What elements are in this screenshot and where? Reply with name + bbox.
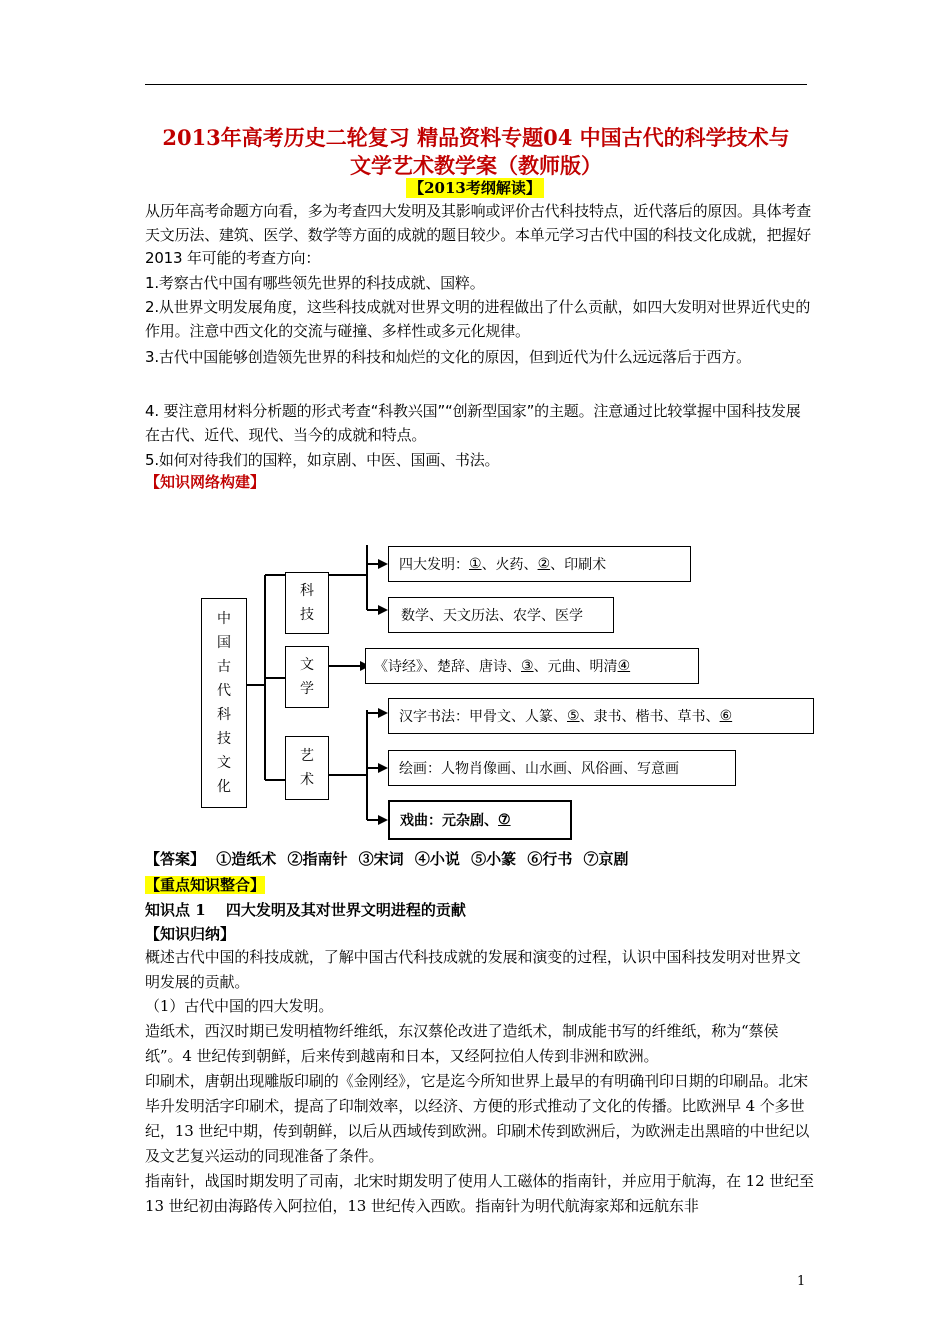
- paragraph-point-4: 4. 要注意用材料分析题的形式考查“科教兴国”“创新型国家”的主题。注意通过比较掌握中国科技发展在古代、近代、现代、当今的成就和特点。: [145, 402, 801, 444]
- root-char: 代: [217, 683, 231, 699]
- paragraph-point-5: 5.如何对待我们的国粹，如京剧、中医、国画、书法。: [145, 451, 500, 469]
- paragraph-point-3: 3.古代中国能够创造领先世界的科技和灿烂的文化的原因，但到近代为什么远远落后于西方。: [145, 348, 751, 366]
- branch-char: 术: [300, 772, 314, 788]
- leaf-text: 戏曲：元杂剧、: [400, 813, 498, 829]
- answer-line: 【答案】 ①造纸术 ②指南针 ③宋词 ④小说 ⑤小篆 ⑥行书 ⑦京剧: [145, 850, 629, 868]
- leaf-painting: [388, 750, 736, 786]
- blank-2: ②: [537, 556, 551, 572]
- leaf-text: 、火药、: [481, 557, 538, 573]
- paragraph-intro: 从历年高考命题方向看，多为考查四大发明及其影响或评价古代科技特点，近代落后的原因。具体考查天文历法、建筑、医学、数学等方面的成就的题目较少。本单元学习古代中国的科技文化成就，把握好 2013 年可能的考查方向：: [145, 202, 812, 268]
- leaf-text: 《诗经》、楚辞、唐诗、: [374, 659, 521, 675]
- leaf-opera: [388, 800, 572, 840]
- knowledge-point-1-title: 知识点 1 四大发明及其对世界文明进程的贡献: [145, 901, 466, 919]
- header-rule: [145, 84, 807, 85]
- leaf-literature: [365, 648, 699, 684]
- root-char: 技: [217, 731, 231, 747]
- blank-7: ⑦: [498, 812, 511, 828]
- leaf-four-inventions: [388, 546, 691, 582]
- leaf-calligraphy: [388, 698, 814, 734]
- paragraph-printing: 印刷术，唐朝出现雕版印刷的《金刚经》，它是迄今所知世界上最早的有明确刊印日期的印刷品。北宋毕升发明活字印刷术，提高了印制效率，以经济、方便的形式推动了文化的传播。比欧洲早 4 个多世纪，13 世纪中期，传到朝鲜，以后从西域传到欧洲。印刷术传到欧洲后，为欧洲走出黑暗的中世纪以及文艺复兴运动的同现准备了条件。: [145, 1072, 810, 1165]
- paragraph-compass: 指南针，战国时期发明了司南，北宋时期发明了使用人工磁体的指南针，并应用于航海，在 12 世纪至 13 世纪初由海路传入阿拉伯，13 世纪传入西欧。指南针为明代航海家郑和远航东非: [145, 1172, 814, 1215]
- root-node: [201, 598, 247, 808]
- leaf-sciences: [388, 597, 614, 633]
- paragraph-kp1-overview: 概述古代中国的科技成就，了解中国古代科技成就的发展和演变的过程，认识中国科技发明对世界文明发展的贡献。: [145, 948, 801, 991]
- root-char: 古: [217, 659, 231, 675]
- root-char: 国: [217, 635, 231, 651]
- leaf-text: 、元曲、明清: [533, 659, 618, 675]
- blank-5: ⑤: [567, 708, 580, 724]
- blank-4: ④: [617, 658, 631, 674]
- knowledge-network-diagram: [195, 530, 733, 840]
- branch-node-art: [285, 736, 329, 800]
- paragraph-kp1-heading: （1）古代中国的四大发明。: [145, 997, 334, 1015]
- leaf-text: 数学、天文历法、农学、医学: [401, 608, 583, 624]
- section-header-network: 【知识网络构建】: [145, 473, 266, 491]
- section-header-key-knowledge-label: 【重点知识整合】: [145, 876, 266, 894]
- root-char: 文: [217, 755, 231, 771]
- leaf-text: 绘画：人物肖像画、山水画、风俗画、写意画: [399, 761, 679, 777]
- leaf-text: 四大发明：: [399, 557, 469, 573]
- root-char: 中: [217, 611, 231, 627]
- knowledge-summary-header: 【知识归纳】: [145, 925, 236, 943]
- page-number: 1: [797, 1274, 806, 1289]
- paragraph-point-1: 1.考察古代中国有哪些领先世界的科技成就、国粹。: [145, 274, 485, 292]
- branch-node-literature: [285, 646, 329, 708]
- leaf-text: 汉字书法：甲骨文、人篆、: [399, 709, 567, 725]
- section-header-outline: [375, 178, 575, 198]
- leaf-text: 、隶书、楷书、草书、: [579, 709, 720, 725]
- branch-node-science: [285, 572, 329, 634]
- section-header-key-knowledge: [145, 875, 265, 895]
- paragraph-papermaking: 造纸术，西汉时期已发明植物纤维纸，东汉蔡伦改进了造纸术，制成能书写的纤维纸，称为“蔡侯纸”。4 世纪传到朝鲜，后来传到越南和日本，又经阿拉伯人传到非洲和欧洲。: [145, 1022, 779, 1065]
- branch-char: 文: [300, 657, 314, 673]
- page-title-line2: 文学艺术教学案（教师版）: [350, 153, 602, 178]
- root-char: 化: [217, 779, 231, 795]
- branch-char: 科: [300, 583, 314, 599]
- root-char: 科: [217, 707, 231, 723]
- blank-3: ③: [521, 658, 534, 674]
- section-header-outline-label: 【2013考纲解读】: [406, 178, 544, 198]
- branch-char: 技: [300, 607, 314, 623]
- branch-char: 艺: [300, 748, 314, 764]
- page-title-line1: 2013年高考历史二轮复习 精品资料专题04 中国古代的科学技术与: [162, 125, 790, 150]
- leaf-text: 、印刷术: [550, 557, 607, 573]
- blank-1: ①: [469, 556, 482, 572]
- paragraph-point-2: 2.从世界文明发展角度，这些科技成就对世界文明的进程做出了什么贡献，如四大发明对世界近代史的作用。注意中西文化的交流与碰撞、多样性或多元化规律。: [145, 298, 811, 340]
- branch-char: 学: [300, 681, 314, 697]
- blank-6: ⑥: [719, 708, 733, 724]
